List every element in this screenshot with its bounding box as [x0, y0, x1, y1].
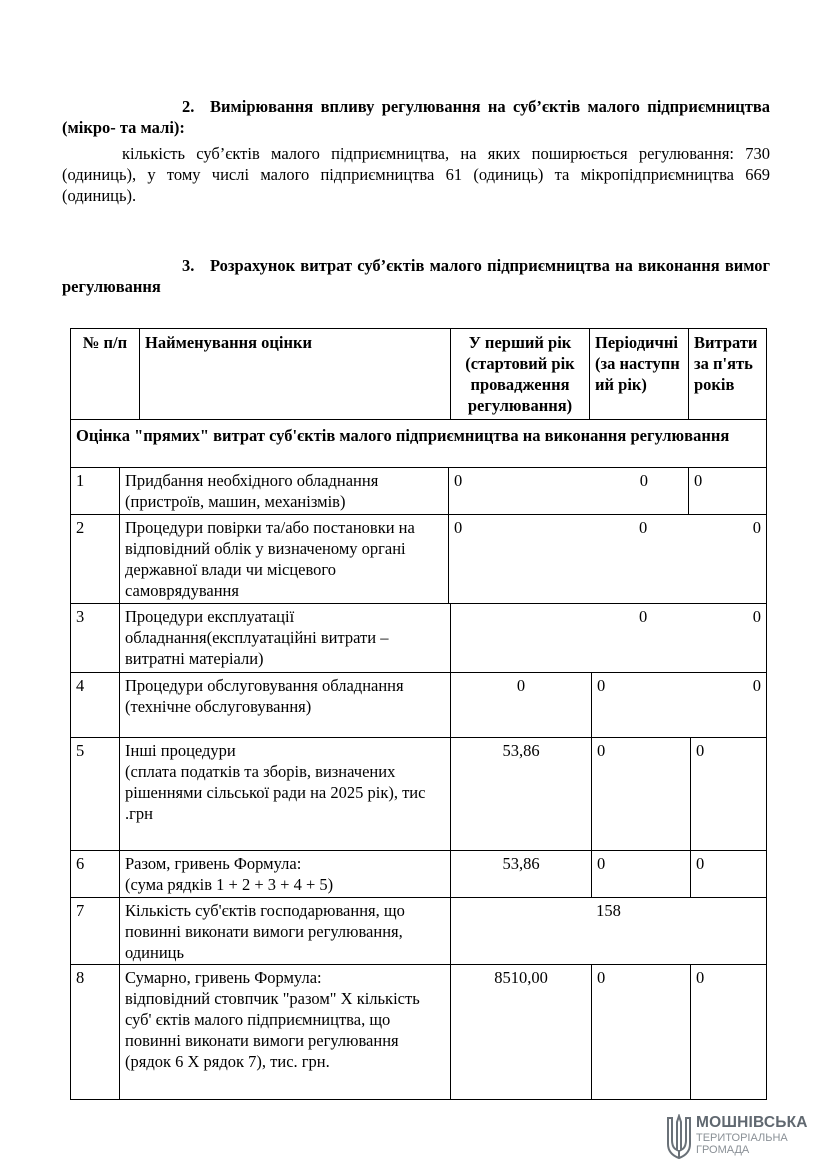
- row-2-name: Процедури повірки та/або постановки на відповідний облік у визначеному органі державної влади чи місцевого самоврядування: [119, 514, 449, 604]
- section-2-number: 2.: [182, 97, 195, 116]
- row-5-periodic: 0: [591, 737, 691, 851]
- row-5-five: 0: [690, 737, 767, 851]
- row-2-five: 0: [752, 518, 761, 537]
- row-1-periodic: 0: [639, 471, 648, 490]
- row-5-name: Інші процедури (сплата податків та зборів, визначених рішеннями сільської ради на 2025 рік), тис .грн: [119, 737, 451, 851]
- logo-line-2-text: ТЕРИТОРІАЛЬНА: [696, 1132, 788, 1144]
- section-3-title: Розрахунок витрат суб’єктів малого підприємництва на виконання вимог регулювання: [62, 256, 770, 296]
- row-2-num: 2: [70, 514, 120, 604]
- row-6-periodic: 0: [591, 850, 691, 898]
- header-five-years: Витрати за п'ять років: [688, 328, 767, 420]
- header-periodic: Періодичні (за наступний рік): [589, 328, 689, 420]
- row-8-five: 0: [690, 964, 767, 1100]
- row-2-values: [448, 514, 767, 604]
- row-3-periodic: 0: [639, 607, 648, 626]
- row-2-first: 0: [454, 518, 463, 537]
- header-first-year: У перший рік (стартовий рік провадження регулювання): [450, 328, 590, 420]
- row-6-num: 6: [70, 850, 120, 898]
- logo-line-1: МОШНІВСЬКА: [696, 1114, 808, 1131]
- row-7-num: 7: [70, 897, 120, 965]
- row-6-five: 0: [690, 850, 767, 898]
- row-8-periodic: 0: [591, 964, 691, 1100]
- row-1-five: 0: [688, 467, 767, 515]
- row-5-first: 53,86: [450, 737, 592, 851]
- trident-icon: [666, 1114, 692, 1160]
- row-6-first: 53,86: [450, 850, 592, 898]
- section-2-body: кількість суб’єктів малого підприємництва, на яких поширюється регулювання: 730 (одиниць), у тому числі малого підприємництва 61 (одиниць) та мікропідприємництва 669 (одиниць).: [62, 144, 770, 205]
- row-1-num: 1: [70, 467, 120, 515]
- row-3-num: 3: [70, 603, 120, 673]
- header-num: № п/п: [70, 328, 140, 420]
- row-4-periodic-five: [591, 672, 767, 738]
- row-3-name: Процедури експлуатації обладнання(експлуатаційні витрати – витратні матеріали): [119, 603, 451, 673]
- row-3-five: 0: [752, 607, 761, 626]
- section-3-number: 3.: [182, 256, 195, 275]
- row-6-name: Разом, гривень Формула: (сума рядків 1 + 2 + 3 + 4 + 5): [119, 850, 451, 898]
- row-4-five: 0: [752, 676, 761, 695]
- logo-line-3-text: ГРОМАДА: [696, 1144, 750, 1156]
- section-2-heading: [62, 96, 770, 138]
- row-8-name: Сумарно, гривень Формула: відповідний стовпчик "разом" Х кількість суб' єктів малого підприємництва, що повинні виконати вимоги регулювання (рядок 6 Х рядок 7), тис. грн.: [119, 964, 451, 1100]
- row-5-num: 5: [70, 737, 120, 851]
- header-name: Найменування оцінки: [139, 328, 451, 420]
- row-1-first-periodic: [448, 467, 689, 515]
- row-8-first: 8510,00: [450, 964, 592, 1100]
- row-8-num: 8: [70, 964, 120, 1100]
- row-4-first: 0: [450, 672, 592, 738]
- table-section-title: Оцінка "прямих" витрат суб'єктів малого підприємництва на виконання регулювання: [70, 419, 767, 468]
- logo-line-2: [696, 1132, 788, 1156]
- row-1-first: 0: [454, 471, 463, 490]
- row-3-values: [450, 603, 767, 673]
- row-4-num: 4: [70, 672, 120, 738]
- section-2-title: Вимірювання впливу регулювання на суб’єктів малого підприємництва (мікро- та малі):: [62, 97, 770, 137]
- row-7-merged: 158: [450, 897, 767, 965]
- row-4-periodic: 0: [597, 676, 606, 695]
- row-7-name: Кількість суб'єктів господарювання, що повинні виконати вимоги регулювання, одиниць: [119, 897, 451, 965]
- community-logo: [666, 1112, 808, 1162]
- row-2-periodic: 0: [639, 518, 648, 537]
- section-3-heading: [62, 255, 770, 297]
- row-1-name: Придбання необхідного обладнання (пристроїв, машин, механізмів): [119, 467, 449, 515]
- row-4-name: Процедури обслуговування обладнання (технічне обслуговування): [119, 672, 451, 738]
